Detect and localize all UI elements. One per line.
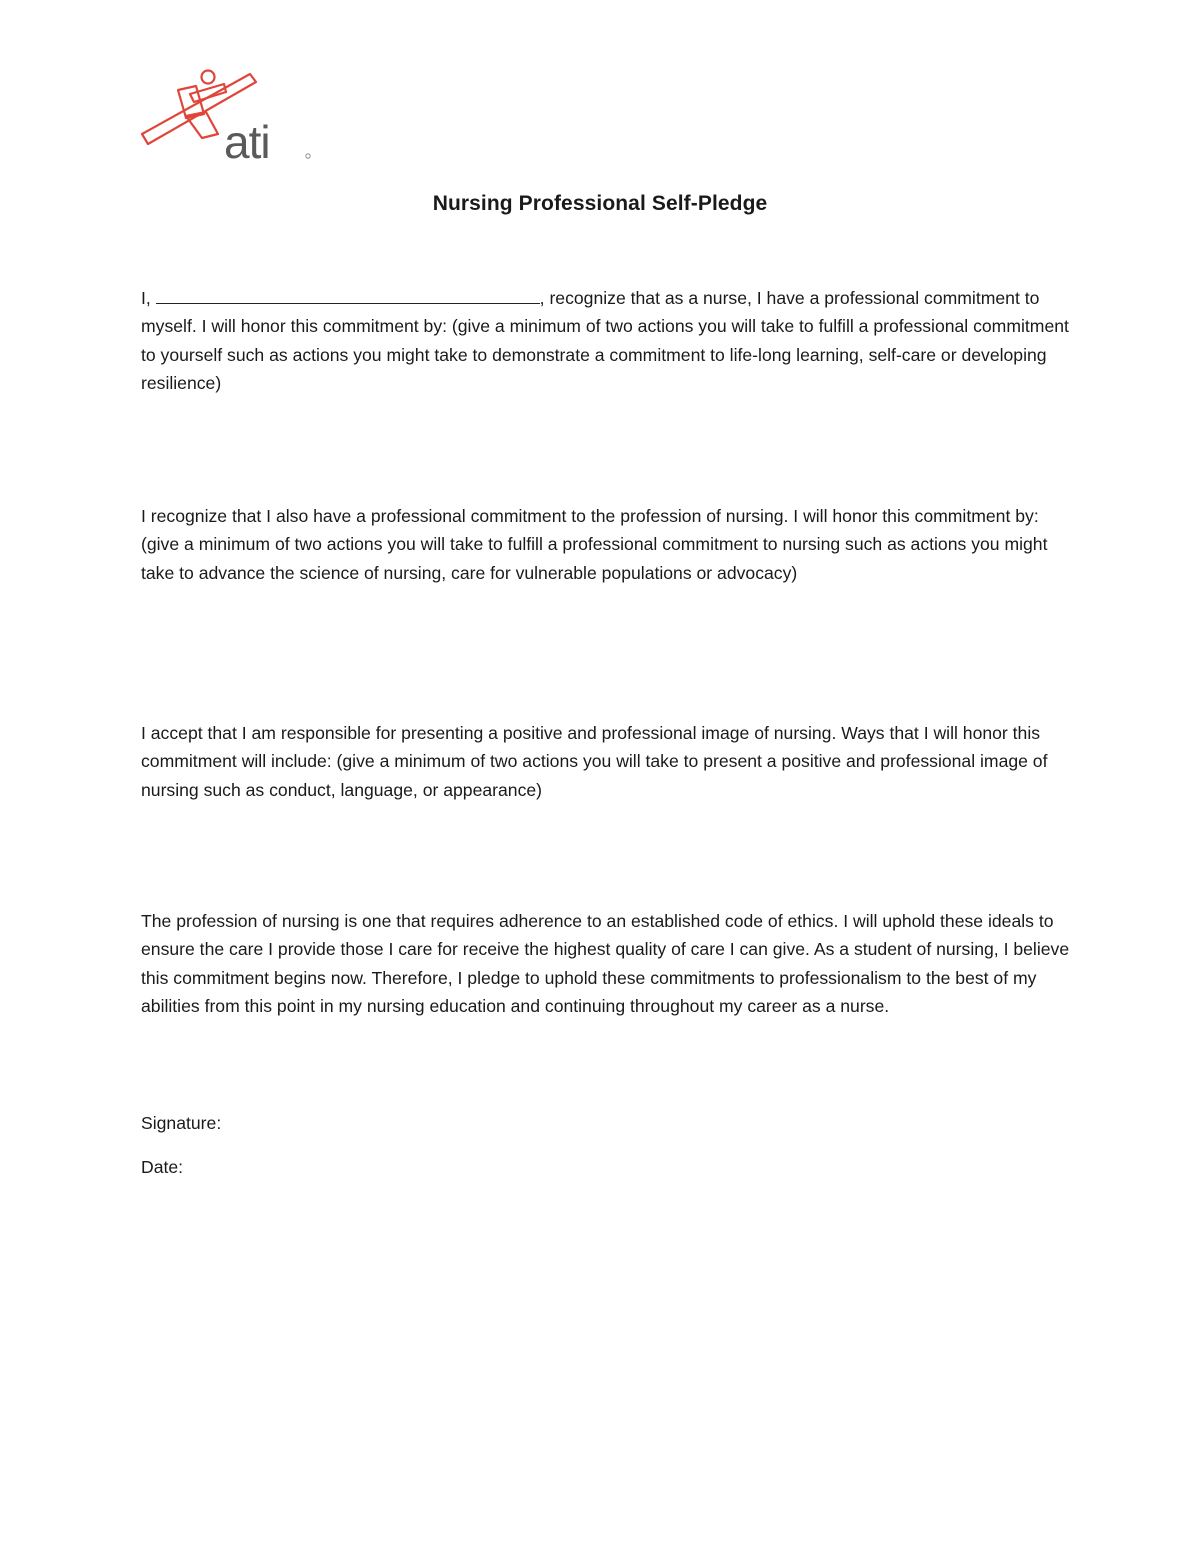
paragraph-prefix: I, bbox=[141, 288, 156, 308]
ati-logo-graphic bbox=[138, 68, 318, 164]
pledge-paragraph-profession: I recognize that I also have a professional commitment to the profession of nursing. I will honor this commitment by: (give a minimum of two actions you will take to fulfill a professional commitment to nursing such as actions you might take to advance the science of nursing, care for vulnerable populations or advocacy) bbox=[141, 506, 1048, 583]
signature-label: Signature: bbox=[141, 1113, 222, 1133]
paragraph-text: , recognize that as a nurse, I have a professional commitment to myself. I will honor this commitment by: (give a minimum of two actions you will take to fulfill a professional commitment to yourself such as actions you might take to demonstrate a commitment to life-long learning, self-care or developing resilience) bbox=[141, 288, 1069, 394]
pledge-paragraph-self bbox=[141, 284, 1071, 398]
date-label: Date: bbox=[141, 1157, 184, 1177]
name-blank-line[interactable] bbox=[156, 285, 540, 304]
ati-logo bbox=[138, 68, 318, 164]
document-title: Nursing Professional Self-Pledge bbox=[432, 192, 768, 215]
pledge-paragraph-ethics: The profession of nursing is one that requires adherence to an established code of ethics. I will uphold these ideals to ensure the care I provide those I care for receive the highest quality of care I can give. As a student of nursing, I believe this commitment begins now. Therefore, I pledge to uphold these commitments to professionalism to the best of my abilities from this point in my nursing education and continuing throughout my career as a nurse. bbox=[141, 911, 1070, 1017]
svg-text:ati: ati bbox=[224, 116, 270, 164]
pledge-paragraph-image: I accept that I am responsible for presenting a positive and professional image of nursing. Ways that I will honor this commitment will include: (give a minimum of two actions you will take to present a positive and professional image of nursing such as conduct, language, or appearance) bbox=[141, 723, 1048, 800]
